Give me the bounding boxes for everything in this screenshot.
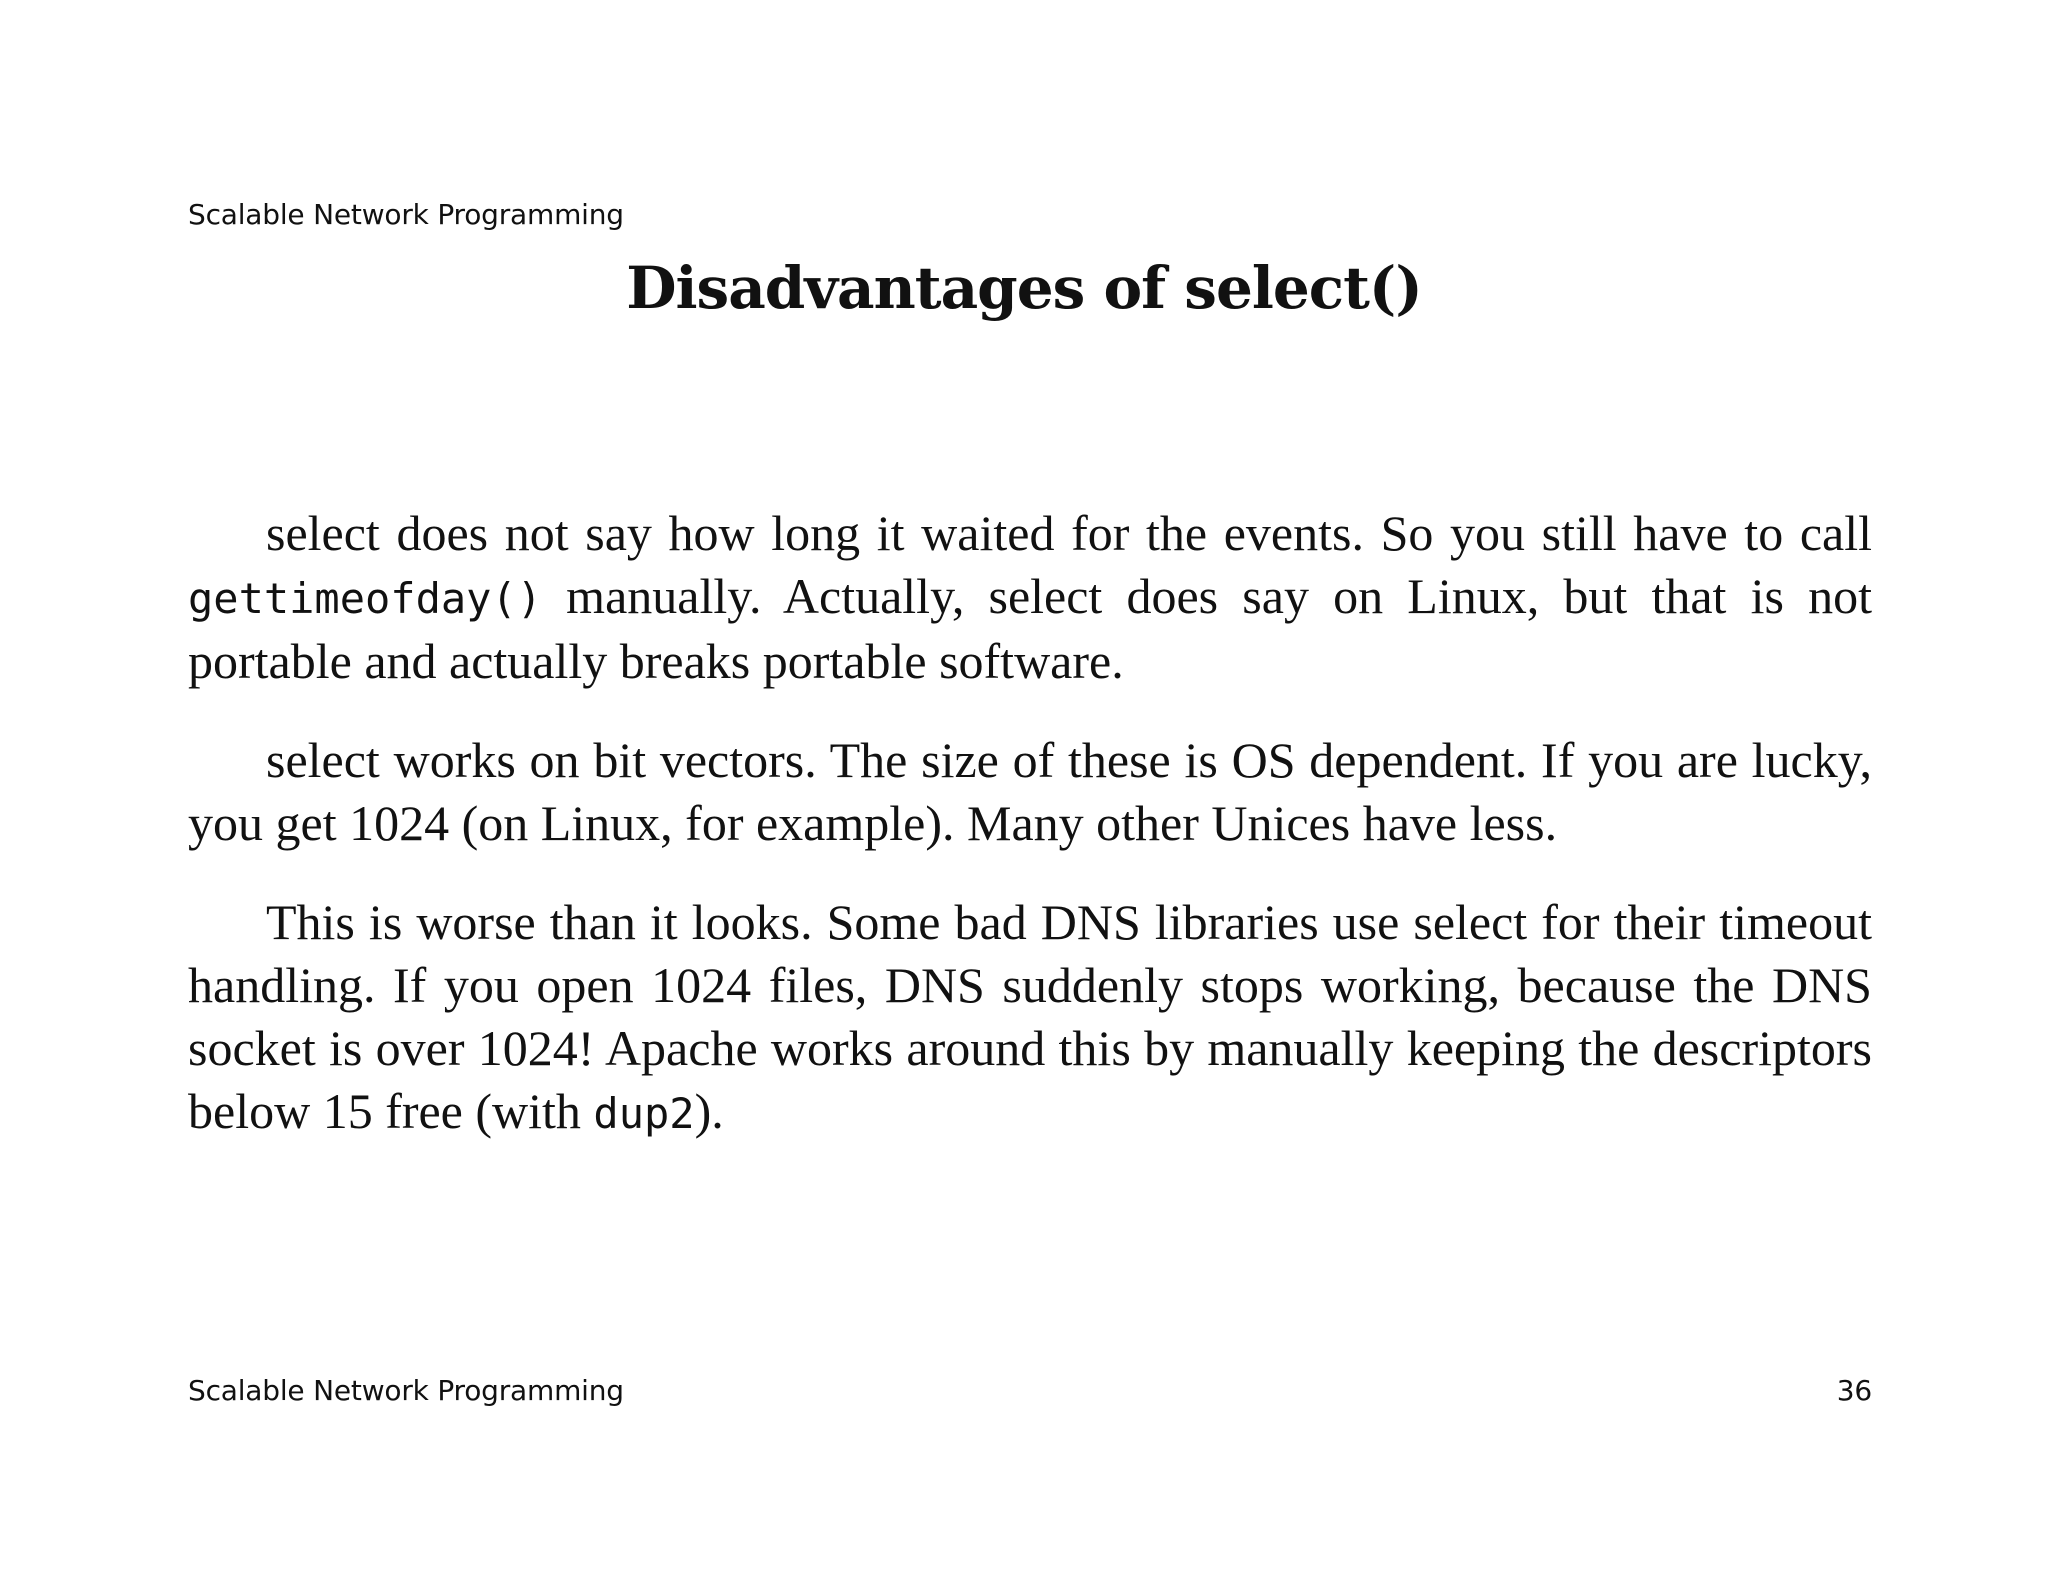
slide-title: Disadvantages of select()	[626, 254, 1422, 322]
running-header: Scalable Network Programming	[188, 198, 624, 231]
paragraph-1	[188, 502, 1872, 693]
paragraph-2	[188, 729, 1872, 855]
code-dup2: dup2	[593, 1089, 695, 1138]
paragraph-3-text-b: ).	[694, 1083, 724, 1139]
code-gettimeofday: gettimeofday()	[188, 574, 543, 623]
body-text	[188, 502, 1872, 1181]
paragraph-1-text-b: manually. Actually, select does say on Linux, but that is not portable and actually breaks portable software.	[188, 568, 1872, 689]
paragraph-2-text: select works on bit vectors. The size of these is OS dependent. If you are lucky, you get 1024 (on Linux, for example). Many other Unices have less.	[188, 732, 1872, 851]
page-number: 36	[1836, 1374, 1872, 1407]
paragraph-3-text-a: This is worse than it looks. Some bad DNS libraries use select for their timeout handling. If you open 1024 files, DNS suddenly stops working, because the DNS socket is over 1024! Apache works around this by manually keeping the descriptors below 15 free (with	[188, 894, 1872, 1139]
paragraph-1-text-a: select does not say how long it waited for the events. So you still have to call	[266, 505, 1872, 561]
paragraph-3	[188, 891, 1872, 1145]
running-footer: Scalable Network Programming	[188, 1374, 624, 1407]
